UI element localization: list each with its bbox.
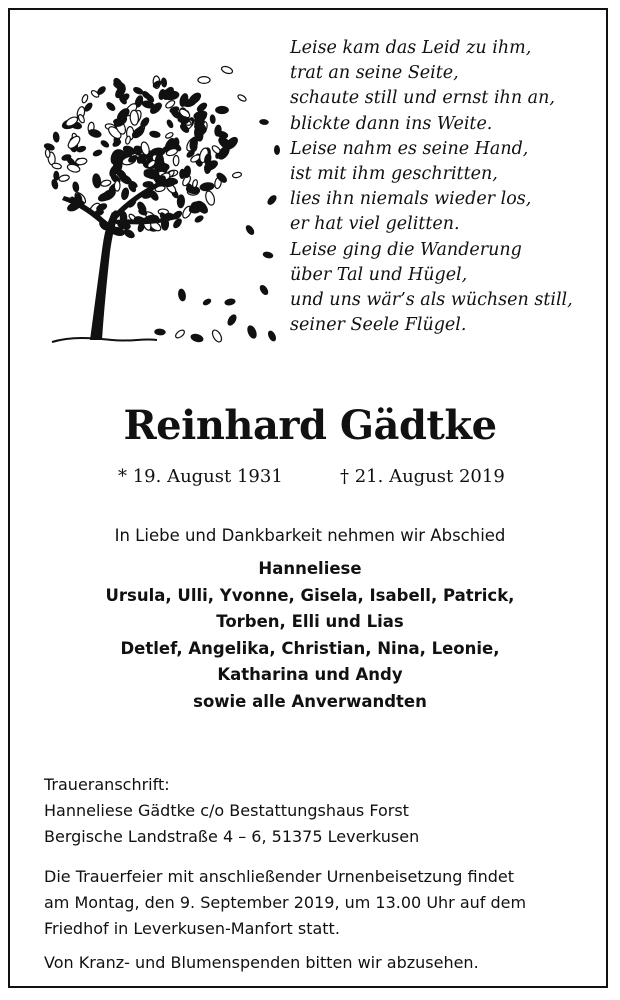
poem (290, 36, 610, 338)
tree-leaves (44, 76, 240, 239)
falling-leaf (237, 94, 247, 103)
poem-line: lies ihn niemals wieder los, (290, 189, 532, 210)
ceremony-line: Friedhof in Leverkusen-Manfort statt. (44, 919, 340, 938)
poem-line: ist mit ihm geschritten, (290, 164, 498, 185)
falling-leaf (198, 77, 210, 84)
leaf (97, 191, 111, 202)
falling-leaf (275, 146, 280, 155)
leaf (173, 155, 179, 165)
leaf (149, 131, 160, 139)
leaf (92, 173, 101, 188)
family-line: Katharina und Andy (217, 665, 403, 684)
leaf (131, 125, 146, 139)
leaf (192, 179, 198, 188)
falling-leaf (259, 284, 269, 295)
falling-leaf (226, 314, 237, 327)
falling-leaf (155, 329, 165, 335)
leaf (177, 195, 185, 208)
poem-line: trat an seine Seite, (290, 63, 459, 84)
birth-date: * 19. August 1931 (118, 466, 283, 487)
falling-leaf (267, 330, 277, 342)
ceremony-line: am Montag, den 9. September 2019, um 13.00 Uhr auf dem (44, 893, 527, 912)
falling-leaf (221, 65, 234, 75)
falling-leaf (260, 119, 269, 124)
mourning-address (44, 772, 604, 850)
leaf (81, 94, 89, 104)
falling-leaf (263, 251, 273, 258)
poem-line: Leise ging die Wanderung (290, 239, 522, 260)
leaf (189, 207, 200, 213)
leaf (121, 187, 130, 200)
leaf (100, 140, 109, 149)
falling-leaf (202, 298, 211, 306)
poem-line: er hat viel gelitten. (290, 214, 460, 235)
leaf (54, 171, 59, 180)
falling-leaf (246, 325, 257, 340)
obituary-notice (8, 8, 608, 988)
leaf (53, 132, 60, 142)
address-line: Traueranschrift: (44, 775, 170, 794)
leaf (113, 81, 126, 91)
family-line: Detlef, Angelika, Christian, Nina, Leonie, (120, 638, 500, 658)
leaf (88, 128, 102, 138)
ceremony-info (44, 864, 604, 942)
ceremony-line: Die Trauerfeier mit anschließender Urnenbeisetzung findet (44, 867, 515, 886)
leaf (133, 86, 144, 95)
family-line: Torben, Elli und Lias (216, 612, 404, 631)
life-dates (10, 466, 610, 492)
falling-leaf (225, 298, 236, 305)
deceased-name: Reinhard Gädtke (123, 402, 497, 449)
leaf (130, 110, 139, 126)
address-line: Bergische Landstraße 4 – 6, 51375 Leverkusen (44, 827, 420, 846)
leaf (204, 190, 216, 206)
leaf (200, 182, 215, 191)
family-line: Hanneliese (258, 559, 362, 578)
leaf (52, 162, 62, 169)
falling-leaf (245, 224, 255, 235)
poem-line: seiner Seele Flügel. (290, 315, 467, 336)
leaf (166, 119, 174, 128)
death-date: † 21. August 2019 (340, 466, 505, 487)
flower-notice: Von Kranz- und Blumenspenden bitten wir abzusehen. (44, 953, 479, 972)
poem-line: über Tal und Hügel, (290, 264, 468, 285)
family-line: sowie alle Anverwandten (193, 691, 427, 711)
farewell-text: In Liebe und Dankbarkeit nehmen wir Abschied (114, 526, 506, 545)
falling-leaf (232, 172, 242, 179)
poem-line: Leise kam das Leid zu ihm, (290, 38, 532, 58)
poem-line: blickte dann ins Weite. (290, 113, 493, 134)
leaf (123, 228, 136, 239)
leaf (93, 149, 103, 157)
leaf (100, 179, 111, 187)
leaf (139, 117, 150, 129)
leaf (161, 78, 167, 87)
poem-line: schaute still und ernst ihn an, (290, 88, 555, 109)
falling-leaf (211, 329, 224, 344)
leaf (178, 117, 189, 123)
poem-line: und uns wär’s als wüchsen still, (290, 290, 573, 311)
address-line: Hanneliese Gädtke c/o Bestattungshaus Forst (44, 801, 409, 820)
leaf (125, 136, 131, 145)
falling-leaf (174, 329, 185, 340)
leaf (196, 102, 208, 113)
leaf (210, 115, 215, 124)
family-line: Ursula, Ulli, Yvonne, Gisela, Isabell, Patrick, (105, 585, 515, 605)
falling-leaf (267, 194, 278, 205)
leaf (113, 114, 129, 128)
falling-leaf (178, 289, 186, 302)
falling-leaf (216, 107, 229, 114)
family-list (10, 556, 610, 715)
leaf (58, 174, 69, 182)
leaf (112, 139, 122, 147)
windblown-tree-illustration (32, 40, 292, 360)
leaf (194, 215, 204, 224)
leaf (96, 86, 106, 96)
ground-line (52, 338, 157, 342)
leaf (72, 182, 79, 193)
leaf (180, 169, 185, 178)
falling-leaf (190, 333, 203, 343)
leaf (114, 181, 120, 192)
poem-line: Leise nahm es seine Hand, (290, 138, 529, 159)
leaf (105, 101, 116, 112)
